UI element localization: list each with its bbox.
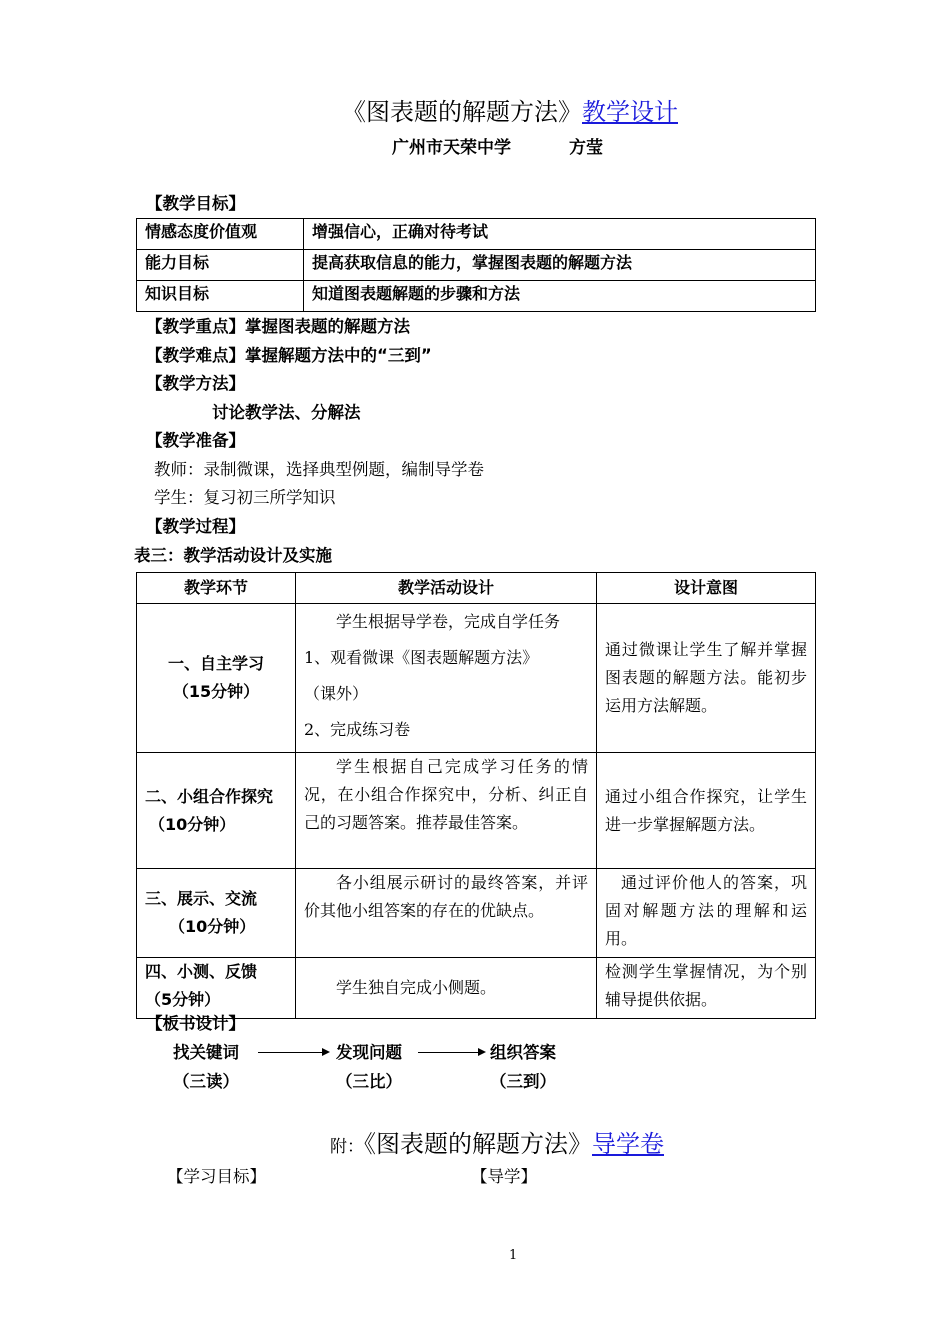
- page-number: 1: [509, 1248, 518, 1263]
- table-row: [137, 281, 816, 312]
- table-row: [137, 604, 816, 753]
- stage-cell: [137, 753, 296, 869]
- activity-line: （课外）: [304, 684, 369, 703]
- appendix-prefix: 附：: [330, 1137, 364, 1157]
- table-row: [137, 753, 816, 869]
- activity-line: 学生独自完成小侧题。: [336, 978, 497, 997]
- subtitle: [392, 133, 603, 158]
- preparation-teacher: 教师：录制微课，选择典型例题，编制导学卷: [154, 460, 484, 479]
- board-step-2-sub: （三比）: [336, 1072, 402, 1091]
- intent-cell: [597, 958, 816, 1019]
- activity-line: 1、观看微课《图表题解题方法》: [304, 648, 539, 667]
- activity-cell: [296, 958, 597, 1019]
- intent-cell: [597, 604, 816, 753]
- header-intent: 设计意图: [597, 573, 816, 604]
- objectives-table: [136, 218, 816, 312]
- table-row: [137, 869, 816, 958]
- header-stage: 教学环节: [137, 573, 296, 604]
- activity-line: 各小组展示研讨的最终答案，并评价其他小组答案的存在的优缺点。: [304, 873, 588, 920]
- board-step-1-sub: （三读）: [173, 1072, 239, 1091]
- key-point: 【教学重点】掌握图表题的解题方法: [146, 317, 410, 336]
- board-step-2: 发现问题: [336, 1043, 402, 1062]
- board-step-3-sub: （三到）: [490, 1072, 556, 1091]
- activity-cell: [296, 869, 597, 958]
- intent-text: 通过微课让学生了解并掌握图表题的解题方法。能初步运用方法解题。: [605, 640, 807, 715]
- activity-line: 学生根据导学卷，完成自学任务: [336, 612, 561, 631]
- stage-time: （5分钟）: [145, 990, 221, 1009]
- title-main: 《图表题的解题方法》: [342, 98, 582, 126]
- stage-time: （10分钟）: [169, 917, 256, 936]
- stage-name: 三、展示、交流: [145, 889, 258, 908]
- intent-cell: [597, 869, 816, 958]
- stage-cell: [137, 869, 296, 958]
- objective-label: 能力目标: [137, 250, 304, 281]
- activity-line: 2、完成练习卷: [304, 720, 411, 739]
- stage-time: （10分钟）: [149, 814, 236, 834]
- objective-value: 知道图表题解题的步骤和方法: [304, 281, 816, 312]
- header-activity: 教学活动设计: [296, 573, 597, 604]
- stage-name: 一、自主学习: [167, 654, 264, 673]
- document-title: [0, 92, 950, 127]
- preparation-heading: 【教学准备】: [146, 431, 245, 450]
- difficulty: 【教学难点】掌握解题方法中的“三到”: [146, 346, 432, 365]
- process-heading: 【教学过程】: [146, 517, 245, 536]
- table-caption: 表三：教学活动设计及实施: [134, 546, 332, 565]
- intent-cell: [597, 753, 816, 869]
- table-row: [137, 250, 816, 281]
- stage-name: 二、小组合作探究: [145, 786, 274, 806]
- objective-value: 提高获取信息的能力，掌握图表题的解题方法: [304, 250, 816, 281]
- objective-value: 增强信心，正确对待考试: [304, 219, 816, 250]
- board-heading: 【板书设计】: [146, 1014, 245, 1033]
- activity-cell: [296, 604, 597, 753]
- objective-label: 情感态度价值观: [137, 219, 304, 250]
- table-header-row: [137, 573, 816, 604]
- arrow-icon: [418, 1052, 484, 1053]
- stage-cell: [137, 604, 296, 753]
- board-step-1: 找关键词: [173, 1043, 239, 1062]
- activity-table: [136, 572, 816, 1019]
- intent-text: 检测学生掌握情况，为个别辅导提供依据。: [605, 962, 807, 1009]
- activity-cell: [296, 753, 597, 869]
- intent-text: 通过评价他人的答案，巩固对解题方法的理解和运用。: [605, 873, 807, 948]
- arrow-icon: [258, 1052, 328, 1053]
- intent-text: 通过小组合作探究，让学生进一步掌握解题方法。: [605, 786, 807, 834]
- appendix-right: 【导学】: [471, 1167, 537, 1186]
- author-name: 方莹: [569, 138, 603, 158]
- title-link[interactable]: 教学设计: [582, 98, 678, 126]
- appendix-left: 【学习目标】: [167, 1167, 266, 1186]
- school-name: 广州市天荣中学: [392, 138, 511, 158]
- stage-name: 四、小测、反馈: [145, 962, 258, 981]
- objective-label: 知识目标: [137, 281, 304, 312]
- activity-line: 学生根据自己完成学习任务的情况，在小组合作探究中，分析、纠正自己的习题答案。推荐最佳答案。: [304, 757, 588, 832]
- method-heading: 【教学方法】: [146, 374, 245, 393]
- appendix-title: [330, 1124, 664, 1159]
- method-text: 讨论教学法、分解法: [212, 403, 361, 422]
- appendix-link[interactable]: 导学卷: [592, 1130, 664, 1158]
- stage-time: （15分钟）: [172, 682, 260, 701]
- preparation-student: 学生：复习初三所学知识: [154, 488, 336, 507]
- objectives-heading: 【教学目标】: [146, 194, 245, 213]
- table-row: [137, 219, 816, 250]
- board-step-3: 组织答案: [490, 1043, 556, 1062]
- appendix-main: 《图表题的解题方法》: [364, 1130, 592, 1158]
